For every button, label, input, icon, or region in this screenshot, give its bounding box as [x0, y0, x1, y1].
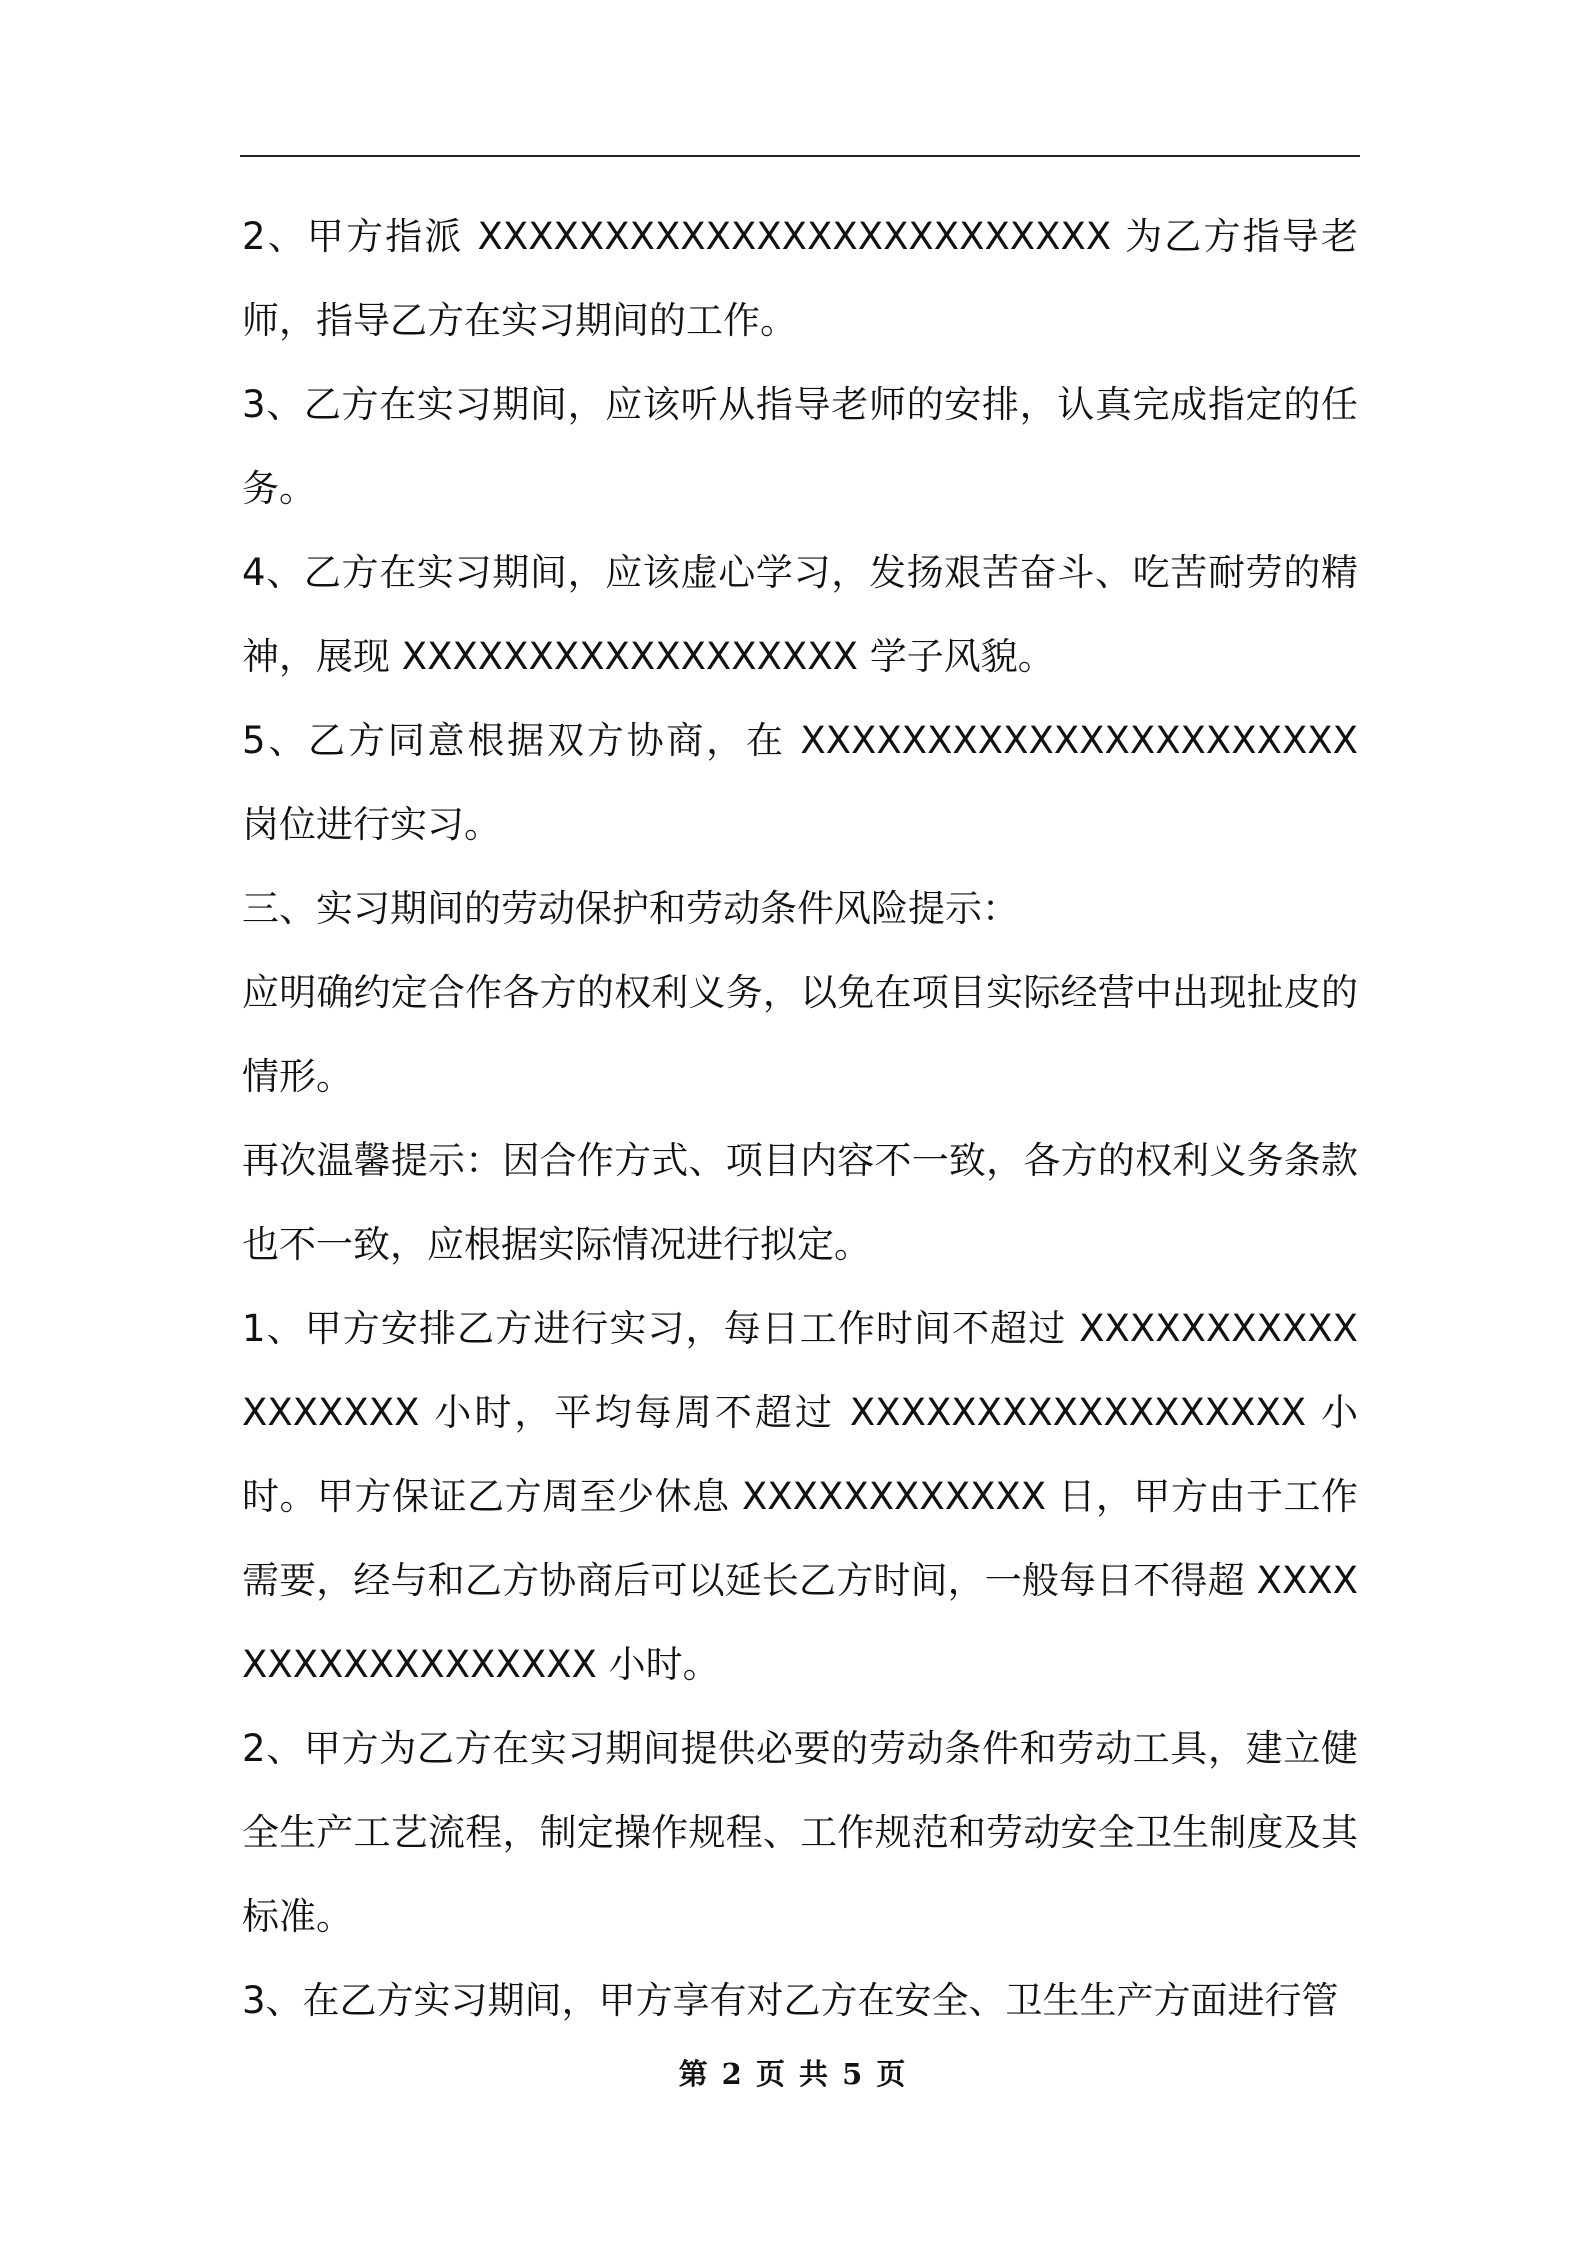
page-number: 第 2 页 共 5 页 [678, 2057, 908, 2091]
clause-5-position: 5、乙方同意根据双方协商，在 XXXXXXXXXXXXXXXXXXXXXX 岗位进行实习。 [242, 719, 1358, 846]
document-body [242, 195, 1358, 2043]
section-3-heading: 三、实习期间的劳动保护和劳动条件风险提示： [242, 887, 1019, 930]
reminder-note: 再次温馨提示：因合作方式、项目内容不一致，各方的权利义务条款也不一致，应根据实际情况进行拟定。 [242, 1139, 1358, 1266]
risk-note: 应明确约定合作各方的权利义务，以免在项目实际经营中出现扯皮的情形。 [242, 971, 1358, 1098]
clause-4-learning-attitude: 4、乙方在实习期间，应该虚心学习，发扬艰苦奋斗、吃苦耐劳的精神，展现 XXXXXXXXXXXXXXXXXX 学子风貌。 [242, 551, 1358, 678]
clause-3-follow-instructions: 3、乙方在实习期间，应该听从指导老师的安排，认真完成指定的任务。 [242, 383, 1358, 510]
clause-3-safety-management: 3、在乙方实习期间，甲方享有对乙方在安全、卫生生产方面进行管 [242, 1979, 1339, 2022]
header-rule [240, 155, 1360, 157]
clause-1-working-hours: 1、甲方安排乙方进行实习，每日工作时间不超过 XXXXXXXXXXXXXXXXXX 小时，平均每周不超过 XXXXXXXXXXXXXXXXXX 小时。甲方保证乙方周至少休息 XXXXXXXXXXXX 日，甲方由于工作需要，经与和乙方协商后可以延长乙方时间，一般每日不得超 XXXXXXXXXXXXXXXXXX 小时。 [242, 1307, 1358, 1686]
clause-2-supervisor: 2、甲方指派 XXXXXXXXXXXXXXXXXXXXXXXXX 为乙方指导老师，指导乙方在实习期间的工作。 [242, 215, 1358, 342]
clause-2-working-conditions: 2、甲方为乙方在实习期间提供必要的劳动条件和劳动工具，建立健全生产工艺流程，制定操作规程、工作规范和劳动安全卫生制度及其标准。 [242, 1727, 1358, 1938]
